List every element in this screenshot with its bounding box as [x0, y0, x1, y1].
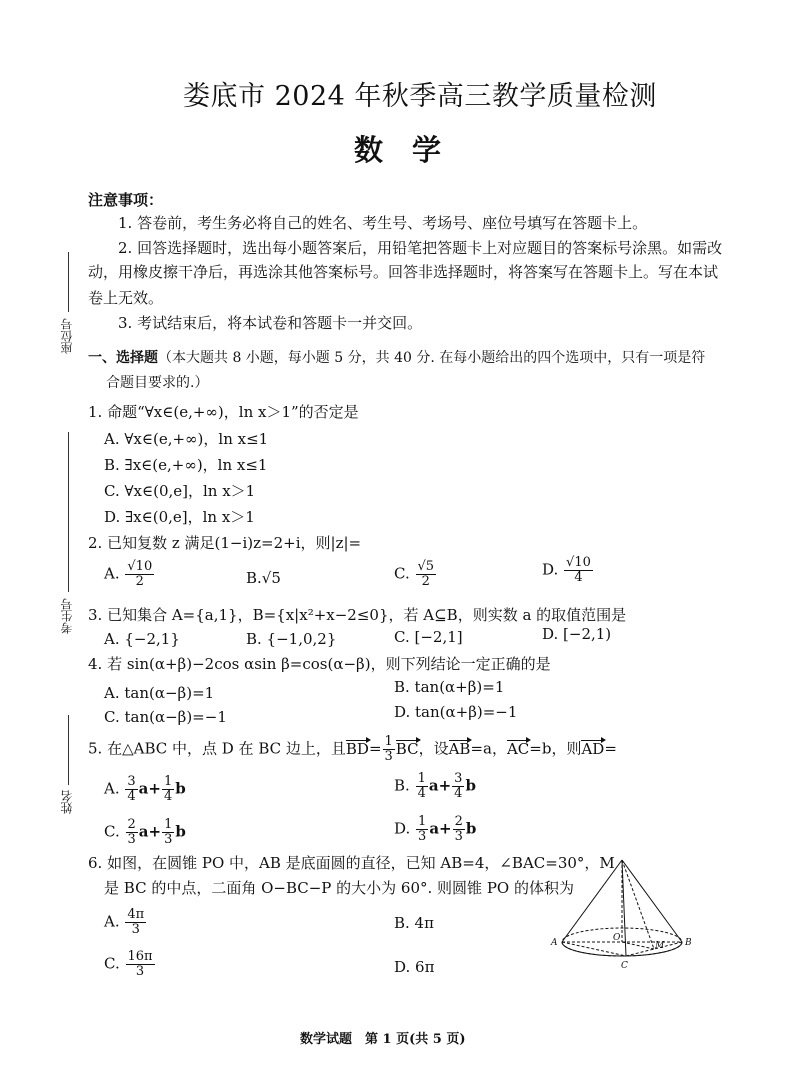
q5-c-d1: 3 [127, 832, 136, 847]
q2-option-d [542, 556, 594, 585]
vector-bd: BD [345, 739, 369, 758]
segment-om [622, 942, 654, 949]
q2-a-fraction [125, 560, 154, 589]
q5-b-frac-1 [416, 772, 428, 801]
cone-figure [548, 856, 696, 974]
q2-a-den: 2 [135, 574, 144, 589]
q2-d-fraction [564, 556, 593, 585]
q5-c-n1: 2 [127, 817, 136, 832]
q2-option-a [104, 560, 155, 589]
q5-b-end: b [465, 776, 476, 795]
q5-c-mid: a+ [138, 822, 162, 841]
section-heading-line-2: 合题目要求的.） [106, 375, 209, 391]
q1-stem: 1. 命题“∀x∈(e,+∞)，ln x＞1”的否定是 [88, 403, 359, 421]
seat-line [68, 252, 69, 312]
q1-option-c: C. ∀x∈(0,e]，ln x＞1 [104, 482, 256, 500]
q2-a-label: A. [104, 564, 120, 583]
q6-a-fraction [125, 908, 146, 937]
q5-d-n1: 1 [418, 814, 427, 829]
q6-stem-line-1: 6. 如图，在圆锥 PO 中，AB 是底面圆的直径，已知 AB=4，∠BAC=30°，M [88, 854, 615, 872]
page-footer: 数学试题 第 1 页(共 5 页) [300, 1032, 466, 1047]
q6-a-num: 4π [127, 907, 145, 922]
q5-stem-fraction [383, 735, 395, 764]
q6-option-b: B. 4π [394, 914, 434, 932]
q6-a-label: A. [104, 912, 120, 931]
q5-option-a [104, 775, 186, 804]
notice-item-2-line-3: 卷上无效。 [88, 289, 164, 307]
q2-d-num: √10 [566, 555, 591, 570]
q5-c-n2: 1 [164, 817, 173, 832]
q5-d-mid: a+ [429, 819, 452, 838]
q2-c-label: C. [394, 564, 410, 583]
q5-a-d2: 4 [163, 789, 173, 804]
q3-option-b: B. {−1,0,2} [246, 630, 337, 648]
q2-d-label: D. [542, 560, 559, 579]
q5-stem-part-3: =a， [470, 739, 507, 758]
q5-d-end: b [465, 819, 477, 838]
q5-a-d1: 4 [127, 789, 136, 804]
q6-c-num: 16π [127, 949, 153, 964]
label-c: C [621, 961, 628, 971]
seat-number-label: 座位号 [60, 318, 74, 354]
q4-option-c: C. tan(α−β)=−1 [104, 708, 227, 726]
q5-c-frac-1 [126, 818, 138, 847]
notice-item-2-line-2: 动，用橡皮擦干净后，再选涂其他答案标号。回答非选择题时，将答案写在答题卡上。写在本试 [88, 263, 719, 281]
q5-c-frac-2 [162, 818, 174, 847]
q3-stem: 3. 已知集合 A={a,1}，B={x|x²+x−2≤0}，若 A⊆B，则实数 a 的取值范围是 [88, 606, 627, 624]
section-heading-bold: 一、选择题 [88, 350, 158, 366]
cone-edge-pm [622, 860, 654, 949]
q2-c-num: √5 [417, 559, 435, 574]
q5-stem-part-4: =b，则 [529, 739, 582, 758]
q5-equals: = [368, 739, 382, 758]
q5-a-n2: 1 [163, 774, 173, 789]
q5-d-n2: 2 [454, 814, 463, 829]
examinee-number-label: 考生号 [60, 598, 74, 634]
q5-b-label: B. [394, 776, 410, 795]
q2-c-fraction [416, 560, 437, 589]
label-a: A [551, 938, 558, 948]
notice-item-3: 3. 考试结束后，将本试卷和答题卡一并交回。 [118, 314, 423, 332]
q5-b-frac-2 [452, 772, 464, 801]
q3-option-d: D. [−2,1) [542, 625, 612, 643]
exam-title: 娄底市 2024 年秋季高三教学质量检测 [183, 81, 657, 112]
q4-stem: 4. 若 sin(α+β)−2cos αsin β=cos(α−β)，则下列结论一定正确的是 [88, 655, 551, 673]
subject-title: 数 学 [354, 133, 442, 167]
q6-c-fraction [126, 950, 155, 979]
q5-d-d1: 3 [418, 829, 427, 844]
vector-ad: AD [581, 739, 605, 758]
q5-stem [88, 735, 617, 764]
q5-b-n1: 1 [417, 771, 426, 786]
q5-b-n2: 3 [454, 771, 463, 786]
q3-option-c: C. [−2,1] [394, 628, 463, 646]
q2-c-den: 2 [421, 574, 430, 589]
q5-b-mid: a+ [428, 776, 452, 795]
q5-d-frac-1 [416, 815, 428, 844]
q5-b-d2: 4 [454, 786, 463, 801]
q5-d-label: D. [394, 819, 411, 838]
q5-frac-num: 1 [384, 734, 393, 749]
q5-option-d [394, 815, 476, 844]
q6-option-c [104, 950, 156, 979]
q5-c-end: b [175, 822, 186, 841]
section-heading-rest: （本大题共 8 小题，每小题 5 分，共 40 分. 在每小题给出的四个选项中，只有一项是符 [158, 350, 706, 366]
q1-option-b: B. ∃x∈(e,+∞)，ln x≤1 [104, 456, 268, 474]
q1-option-d: D. ∃x∈(0,e]，ln x＞1 [104, 508, 255, 526]
q3-option-a: A. {−2,1} [104, 630, 180, 648]
q5-d-d2: 3 [454, 829, 463, 844]
q5-stem-part-2: ，设 [418, 739, 449, 758]
q5-stem-part-5: = [604, 739, 617, 758]
q5-a-n1: 3 [127, 774, 136, 789]
label-b: B [685, 938, 692, 948]
q5-c-d2: 3 [164, 832, 173, 847]
vector-ab: AB [448, 739, 471, 758]
vector-bc: BC [395, 739, 419, 758]
notice-heading: 注意事项： [88, 191, 164, 209]
examinee-line [68, 432, 69, 592]
label-o: O [613, 933, 621, 943]
q2-stem: 2. 已知复数 z 满足(1−i)z=2+i，则|z|= [88, 534, 362, 552]
q4-option-d: D. tan(α+β)=−1 [394, 703, 518, 721]
label-m: M [655, 941, 665, 951]
q5-option-b [394, 772, 476, 801]
q6-c-den: 3 [135, 964, 145, 979]
q5-a-frac-1 [125, 775, 137, 804]
q6-stem-line-2: 是 BC 的中点，二面角 O−BC−P 的大小为 60°. 则圆锥 PO 的体积为 [104, 879, 574, 897]
q5-a-end: b [175, 779, 186, 798]
q6-option-a [104, 908, 147, 937]
q2-option-c [394, 560, 437, 589]
q4-option-b: B. tan(α+β)=1 [394, 678, 505, 696]
q2-b-label: B. [246, 569, 262, 587]
section-heading [88, 348, 705, 369]
q5-c-label: C. [104, 822, 120, 841]
q4-option-a: A. tan(α−β)=1 [104, 684, 215, 702]
q5-a-frac-2 [162, 775, 174, 804]
q5-a-mid: a+ [138, 779, 161, 798]
q2-option-b [246, 568, 281, 589]
q5-option-c [104, 818, 186, 847]
name-label: 姓名 [60, 790, 74, 814]
q2-b-value: √5 [261, 569, 281, 587]
vector-ac: AC [506, 739, 530, 758]
name-line [68, 715, 69, 785]
q2-a-num: √10 [127, 559, 153, 574]
notice-item-1: 1. 答卷前，考生务必将自己的姓名、考生号、考场号、座位号填写在答题卡上。 [118, 214, 648, 232]
q5-b-d1: 4 [417, 786, 426, 801]
q6-option-d: D. 6π [394, 958, 435, 976]
q5-frac-den: 3 [384, 749, 393, 764]
q5-d-frac-2 [453, 815, 465, 844]
q5-a-label: A. [104, 779, 120, 798]
q2-d-den: 4 [574, 570, 583, 585]
q6-a-den: 3 [131, 922, 140, 937]
q1-option-a: A. ∀x∈(e,+∞)，ln x≤1 [104, 430, 269, 448]
q6-c-label: C. [104, 954, 120, 973]
q5-stem-part-1: 5. 在△ABC 中，点 D 在 BC 边上，且 [88, 739, 346, 758]
notice-item-2-line-1: 2. 回答选择题时，选出每小题答案后，用铅笔把答题卡上对应题目的答案标号涂黑。如需改 [118, 239, 723, 257]
